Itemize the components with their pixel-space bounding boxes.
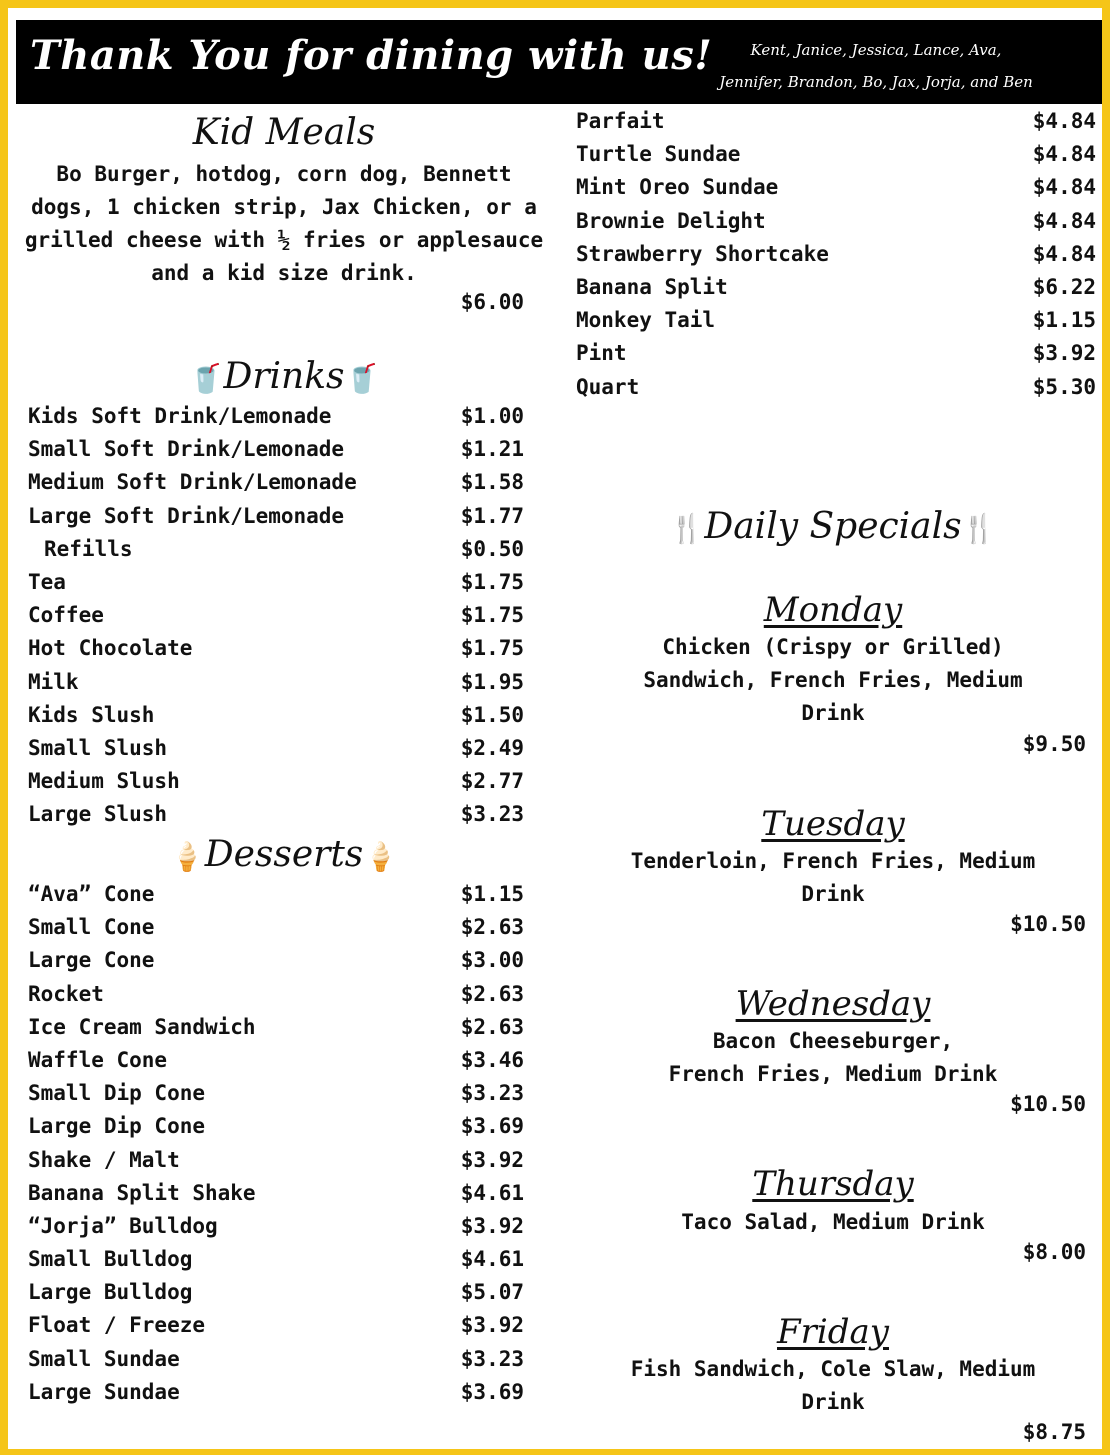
kid-meals-price: $6.00 xyxy=(460,290,524,314)
menu-item-name: Quart xyxy=(576,374,640,399)
menu-item-name: Small Slush xyxy=(28,735,168,760)
special-day-thursday: Thursday xyxy=(752,1164,914,1204)
menu-item-price: $3.92 xyxy=(460,1147,524,1172)
menu-item-row xyxy=(576,209,1096,242)
special-desc-line: Taco Salad, Medium Drink xyxy=(681,1210,985,1234)
menu-item-price: $3.00 xyxy=(460,948,524,973)
menu-item-row xyxy=(28,703,524,736)
desserts-heading xyxy=(22,834,546,875)
menu-item-row xyxy=(28,802,524,835)
menu-item-row xyxy=(28,1114,524,1147)
menu-item-name: Banana Split Shake xyxy=(28,1180,256,1205)
menu-item-name: Parfait xyxy=(576,109,665,133)
menu-item-price: $5.07 xyxy=(460,1280,524,1305)
menu-item-price: $3.69 xyxy=(460,1379,524,1404)
desserts-list xyxy=(28,882,524,1413)
menu-item-name: Large Slush xyxy=(28,802,168,827)
special-desc-line: Sandwich, French Fries, Medium xyxy=(643,668,1023,692)
special-desc-wednesday xyxy=(568,1025,1098,1091)
menu-item-price: $2.63 xyxy=(460,915,524,940)
menu-item-name: Small Cone xyxy=(28,915,155,940)
menu-item-price: $6.22 xyxy=(1032,274,1096,299)
menu-item-row xyxy=(28,537,524,570)
menu-item-name: Milk xyxy=(28,669,79,694)
menu-item-name: “Ava” Cone xyxy=(28,882,155,906)
menu-item-price: $1.15 xyxy=(460,882,524,906)
special-desc-friday xyxy=(568,1353,1098,1419)
menu-item-name: Brownie Delight xyxy=(576,208,766,233)
special-day-wednesday: Wednesday xyxy=(735,984,931,1024)
menu-item-price: $1.58 xyxy=(460,470,524,495)
desserts-heading-text: Desserts xyxy=(204,834,364,875)
menu-item-name: Kids Soft Drink/Lemonade xyxy=(28,404,332,428)
menu-item-price: $1.15 xyxy=(1032,308,1096,333)
special-price-thursday: $8.00 xyxy=(1022,1240,1086,1264)
menu-item-price: $3.23 xyxy=(460,1081,524,1106)
special-desc-line: Tenderloin, French Fries, Medium xyxy=(630,849,1036,873)
drinks-heading xyxy=(22,356,546,397)
menu-item-name: Tea xyxy=(28,569,66,594)
drinks-list xyxy=(28,404,524,835)
menu-item-row xyxy=(28,1280,524,1313)
menu-item-row xyxy=(28,570,524,603)
menu-item-row xyxy=(576,109,1096,142)
menu-item-name: Pint xyxy=(576,341,627,366)
special-day-monday: Monday xyxy=(763,590,903,630)
menu-item-price: $1.75 xyxy=(460,603,524,628)
menu-item-row xyxy=(576,308,1096,341)
menu-item-price: $1.95 xyxy=(460,669,524,694)
special-desc-tuesday xyxy=(568,845,1098,911)
menu-item-row xyxy=(28,1347,524,1380)
menu-item-name: Large Bulldog xyxy=(28,1280,193,1305)
menu-item-name: Monkey Tail xyxy=(576,308,716,333)
menu-item-price: $1.75 xyxy=(460,636,524,661)
special-desc-line: Chicken (Crispy or Grilled) xyxy=(662,635,1004,659)
menu-item-row xyxy=(28,1181,524,1214)
special-desc-line: Fish Sandwich, Cole Slaw, Medium xyxy=(630,1357,1036,1381)
special-desc-line: Drink xyxy=(801,701,865,725)
special-day-friday: Friday xyxy=(777,1312,889,1352)
ice-cream-cone-icon: 🍦 xyxy=(363,840,399,873)
kid-meals-description: Bo Burger, hotdog, corn dog, Bennett dogs, 1 chicken strip, Jax Chicken, or a grilled cheese with ½ fries or applesauce and a kid size drink. xyxy=(24,162,544,285)
special-price-monday: $9.50 xyxy=(1022,732,1086,756)
menu-item-row xyxy=(576,341,1096,374)
kid-meals-heading xyxy=(22,112,546,153)
header-title: Thank You for dining with us! xyxy=(30,32,713,79)
menu-item-name: Small Bulldog xyxy=(28,1247,193,1272)
menu-item-name: Banana Split xyxy=(576,274,728,299)
menu-item-price: $2.63 xyxy=(460,1014,524,1039)
menu-item-price: $1.75 xyxy=(460,569,524,594)
staff-names xyxy=(666,34,1086,98)
menu-item-row xyxy=(28,1214,524,1247)
menu-item-row xyxy=(576,142,1096,175)
menu-item-row xyxy=(28,882,524,915)
menu-item-name: Large Cone xyxy=(28,948,155,973)
menu-item-name: Kids Slush xyxy=(28,702,155,727)
menu-item-row xyxy=(28,437,524,470)
menu-item-name: Refills xyxy=(44,536,133,561)
menu-item-row xyxy=(28,636,524,669)
menu-item-row xyxy=(576,375,1096,408)
menu-item-price: $4.84 xyxy=(1032,208,1096,233)
special-price-tuesday: $10.50 xyxy=(1010,912,1086,936)
soda-cup-icon: 🥤 xyxy=(188,362,224,395)
menu-item-name: Large Sundae xyxy=(28,1379,180,1404)
menu-item-name: Medium Slush xyxy=(28,769,180,794)
menu-item-row xyxy=(28,603,524,636)
menu-item-row xyxy=(28,1081,524,1114)
menu-item-name: Small Soft Drink/Lemonade xyxy=(28,437,345,462)
ice-cream-cone-icon: 🍦 xyxy=(169,840,205,873)
menu-item-row xyxy=(28,1048,524,1081)
menu-item-row xyxy=(28,1313,524,1346)
staff-names-line-1: Kent, Janice, Jessica, Lance, Ava, xyxy=(750,41,1002,59)
menu-item-row xyxy=(28,736,524,769)
menu-item-row xyxy=(576,175,1096,208)
menu-item-row xyxy=(28,982,524,1015)
kid-meals-heading-text: Kid Meals xyxy=(192,112,376,153)
menu-item-name: Shake / Malt xyxy=(28,1147,180,1172)
menu-item-price: $3.23 xyxy=(460,802,524,827)
menu-item-name: Strawberry Shortcake xyxy=(576,241,829,266)
menu-item-price: $5.30 xyxy=(1032,374,1096,399)
menu-item-row xyxy=(28,404,524,437)
menu-item-price: $3.23 xyxy=(460,1346,524,1371)
drinks-heading-text: Drinks xyxy=(223,356,345,397)
menu-item-price: $4.61 xyxy=(460,1180,524,1205)
menu-item-name: Large Soft Drink/Lemonade xyxy=(28,503,345,528)
special-price-wednesday: $10.50 xyxy=(1010,1092,1086,1116)
menu-item-price: $3.92 xyxy=(1032,341,1096,366)
menu-item-price: $1.77 xyxy=(460,503,524,528)
desserts-continued-list xyxy=(576,109,1096,408)
menu-item-price: $2.49 xyxy=(460,735,524,760)
menu-item-name: Rocket xyxy=(28,981,104,1006)
menu-item-name: Mint Oreo Sundae xyxy=(576,175,779,200)
menu-item-row xyxy=(28,769,524,802)
special-desc-line: Drink xyxy=(801,1390,865,1414)
menu-item-row xyxy=(28,1015,524,1048)
menu-item-row xyxy=(28,670,524,703)
menu-item-name: Medium Soft Drink/Lemonade xyxy=(28,470,357,495)
menu-item-price: $4.84 xyxy=(1032,241,1096,266)
special-desc-monday xyxy=(568,631,1098,730)
menu-item-price: $0.50 xyxy=(460,536,524,561)
menu-item-price: $4.84 xyxy=(1032,175,1096,200)
menu-item-price: $2.77 xyxy=(460,769,524,794)
special-desc-line: Drink xyxy=(801,882,865,906)
menu-item-price: $1.21 xyxy=(460,437,524,462)
daily-specials-heading xyxy=(568,506,1098,547)
menu-item-name: Float / Freeze xyxy=(28,1313,206,1338)
menu-item-row xyxy=(28,1247,524,1280)
menu-item-name: “Jorja” Bulldog xyxy=(28,1213,218,1238)
header-banner xyxy=(16,20,1102,104)
menu-item-name: Coffee xyxy=(28,603,104,628)
menu-item-price: $3.46 xyxy=(460,1047,524,1072)
menu-item-price: $4.84 xyxy=(1032,109,1096,133)
menu-item-row xyxy=(28,1148,524,1181)
menu-item-price: $3.69 xyxy=(460,1114,524,1139)
menu-item-row xyxy=(28,915,524,948)
special-desc-line: Bacon Cheeseburger, xyxy=(712,1029,954,1053)
fork-knife-icon: 🍴 xyxy=(961,512,997,545)
menu-item-price: $4.84 xyxy=(1032,142,1096,167)
menu-item-name: Small Dip Cone xyxy=(28,1081,206,1106)
menu-item-price: $1.00 xyxy=(460,404,524,428)
fork-knife-icon: 🍴 xyxy=(669,512,705,545)
special-day-tuesday: Tuesday xyxy=(761,804,905,844)
menu-item-price: $2.63 xyxy=(460,981,524,1006)
menu-item-row xyxy=(28,1380,524,1413)
menu-item-row xyxy=(28,470,524,503)
menu-item-price: $1.50 xyxy=(460,702,524,727)
menu-item-name: Waffle Cone xyxy=(28,1047,168,1072)
menu-item-price: $3.92 xyxy=(460,1313,524,1338)
special-desc-thursday xyxy=(568,1206,1098,1239)
menu-item-row xyxy=(576,275,1096,308)
staff-names-line-2: Jennifer, Brandon, Bo, Jax, Jorja, and Ben xyxy=(719,73,1033,91)
menu-item-name: Turtle Sundae xyxy=(576,142,741,167)
menu-item-row xyxy=(576,242,1096,275)
menu-item-row xyxy=(28,948,524,981)
special-desc-line: French Fries, Medium Drink xyxy=(668,1062,998,1086)
special-price-friday: $8.75 xyxy=(1022,1420,1086,1444)
menu-item-name: Large Dip Cone xyxy=(28,1114,206,1139)
menu-item-row xyxy=(28,504,524,537)
menu-item-name: Small Sundae xyxy=(28,1346,180,1371)
menu-item-name: Hot Chocolate xyxy=(28,636,193,661)
menu-item-price: $3.92 xyxy=(460,1213,524,1238)
daily-specials-heading-text: Daily Specials xyxy=(704,506,962,547)
menu-item-price: $4.61 xyxy=(460,1247,524,1272)
soda-cup-icon: 🥤 xyxy=(344,362,380,395)
menu-item-name: Ice Cream Sandwich xyxy=(28,1014,256,1039)
